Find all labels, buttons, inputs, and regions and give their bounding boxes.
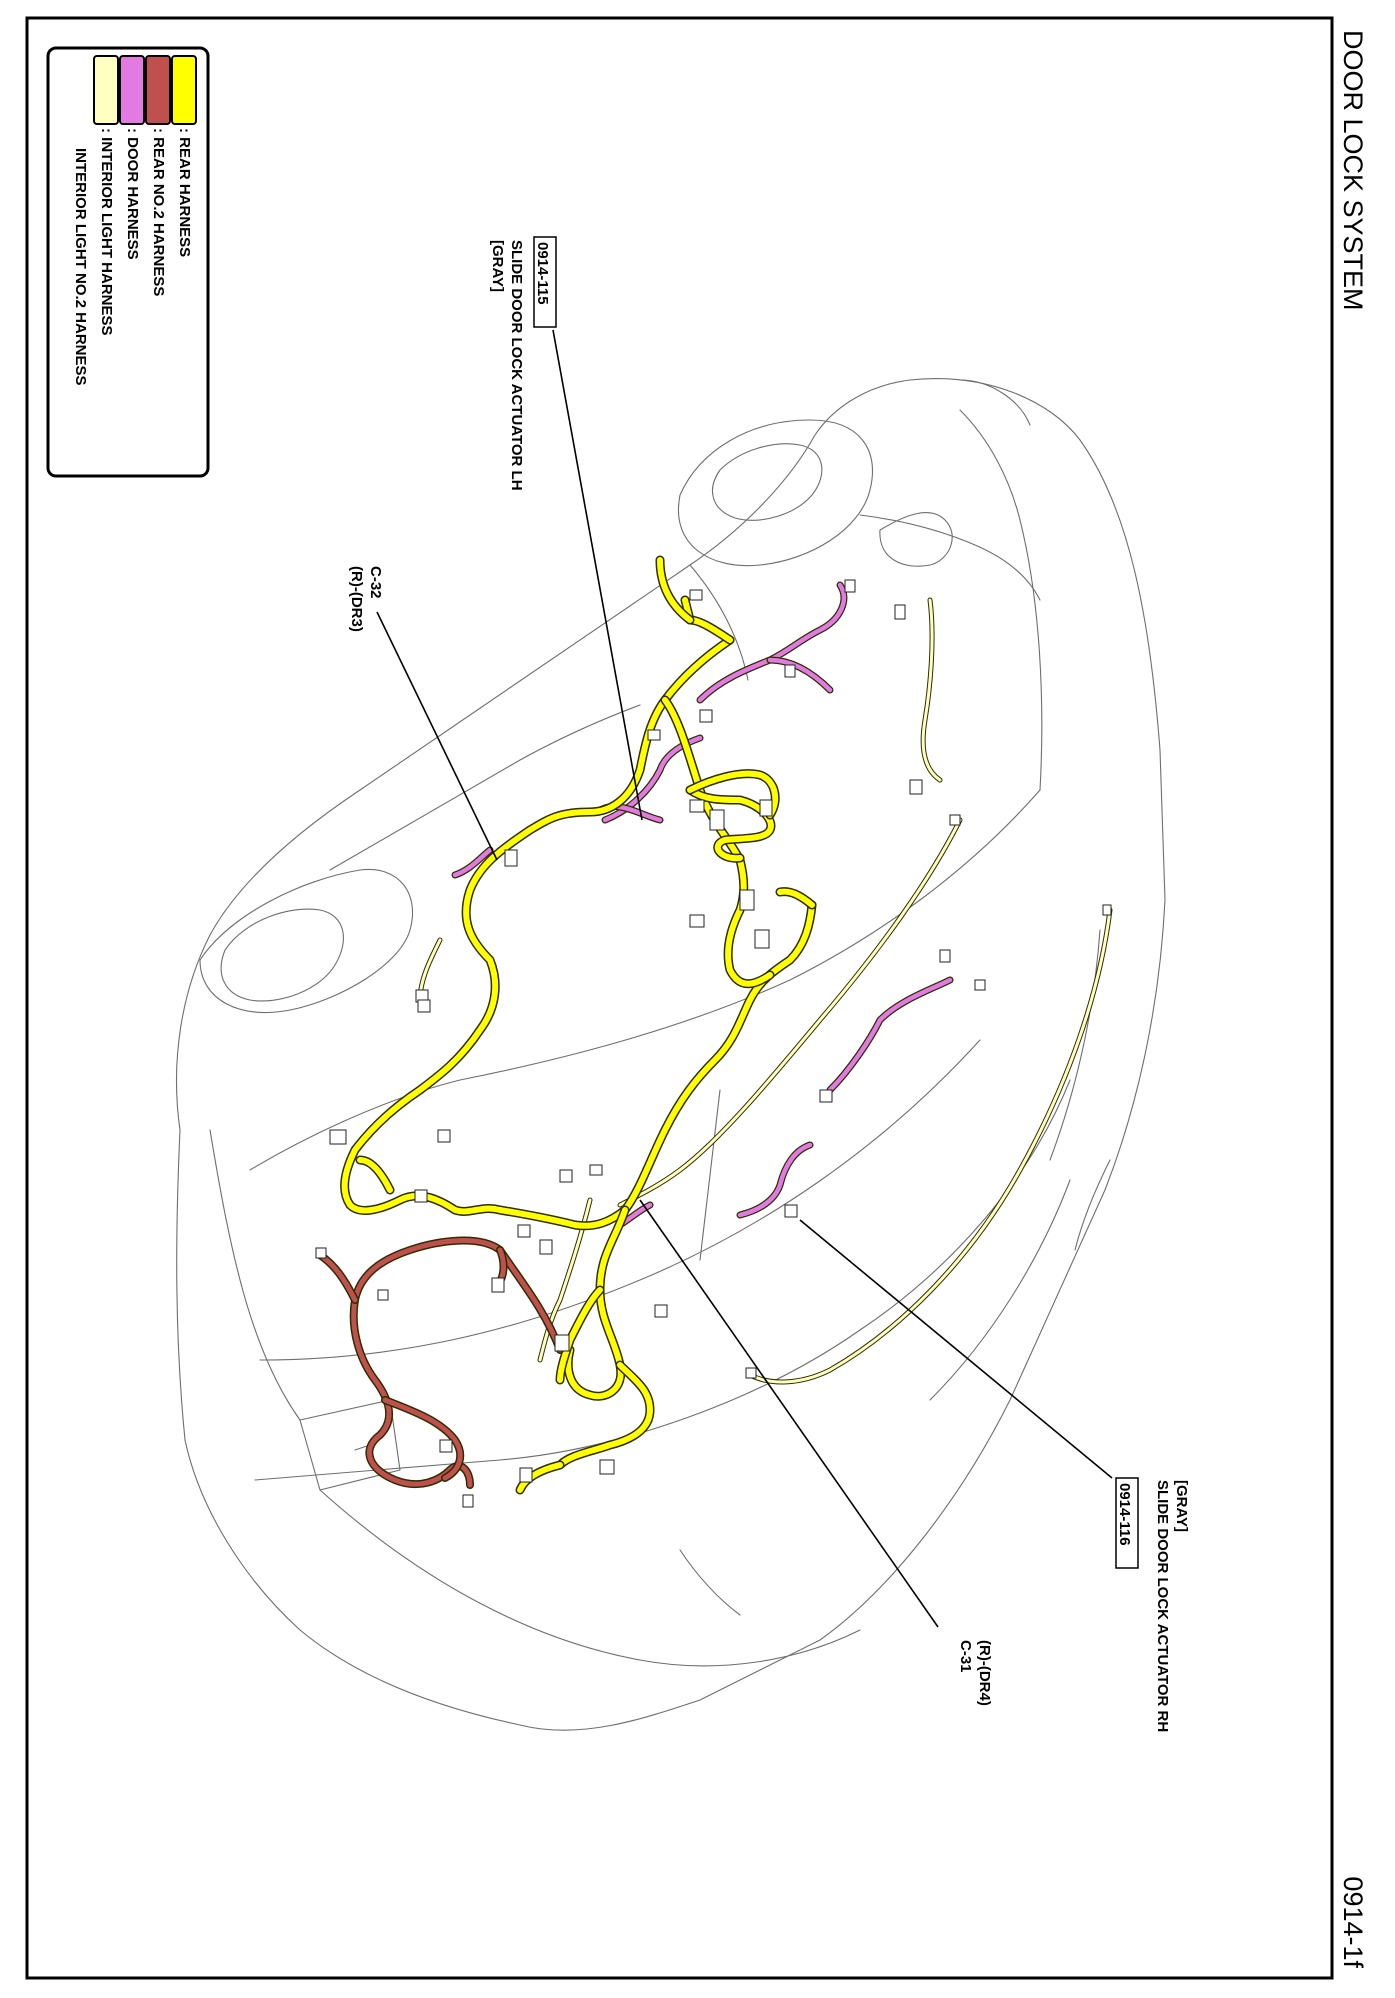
- connector: [505, 850, 517, 866]
- connector: [950, 815, 960, 825]
- legend-swatch-interior-light-harness: [94, 56, 118, 124]
- connector: [690, 915, 704, 927]
- connector: [520, 1468, 532, 1482]
- door-harness-rh-lower: [740, 1145, 810, 1215]
- callout-slide-door-lock-actuator-rh: [1116, 1478, 1190, 1732]
- legend-label-rear-harness: : REAR HARNESS: [176, 128, 193, 258]
- callout-slide-door-lock-actuator-lh: [489, 237, 556, 491]
- legend-swatch-rear-no2-harness: [146, 56, 170, 124]
- connector: [690, 800, 704, 812]
- connector: [940, 950, 950, 962]
- connector: [746, 1368, 756, 1378]
- connectors: [316, 580, 1111, 1507]
- callout-code-0914-115: 0914-115: [534, 242, 551, 305]
- callout-c31-id: C-31: [957, 1640, 974, 1673]
- vehicle-body-outline: [177, 379, 1165, 1731]
- rear-harness-main-trunk: [345, 640, 812, 1226]
- legend: [48, 48, 208, 476]
- leader-line-c31: [640, 1200, 938, 1627]
- leader-line-c32: [377, 612, 497, 860]
- connector: [590, 1165, 602, 1175]
- callout-color-lh: [GRAY]: [489, 240, 506, 292]
- legend-swatch-rear-harness: [172, 56, 196, 124]
- callout-name-lh: SLIDE DOOR LOCK ACTUATOR LH: [508, 240, 525, 491]
- connector: [560, 1170, 572, 1182]
- leader-line-0914-116: [800, 1220, 1112, 1478]
- callout-code-0914-116: 0914-116: [1116, 1483, 1133, 1546]
- callout-c31-pins: (R)-(DR4): [976, 1640, 993, 1706]
- connector: [415, 1190, 427, 1202]
- page-border: [27, 18, 1332, 1978]
- connector: [785, 665, 795, 677]
- connector: [975, 980, 985, 990]
- connector: [710, 810, 724, 830]
- leader-line-0914-115: [553, 330, 642, 820]
- leader-lines: [377, 330, 1112, 1627]
- connector: [378, 1290, 388, 1300]
- connector: [785, 1205, 797, 1217]
- interior-light-harness-roof: [620, 820, 960, 1205]
- legend-label-interior-light-no2-harness: INTERIOR LIGHT NO.2 HARNESS: [72, 148, 89, 386]
- page-number: 0914-1f: [1338, 1876, 1368, 1968]
- connector: [316, 1248, 326, 1258]
- connector: [895, 605, 905, 619]
- rear-harness: [345, 560, 812, 1490]
- connector: [700, 710, 712, 722]
- connector: [463, 1495, 473, 1507]
- door-harness: [455, 585, 950, 1225]
- connector: [910, 780, 922, 794]
- connector: [648, 730, 660, 740]
- legend-swatch-door-harness: [120, 56, 144, 124]
- connector: [760, 800, 772, 816]
- page-title: DOOR LOCK SYSTEM: [1338, 30, 1368, 311]
- callout-c32-id: C-32: [367, 566, 384, 599]
- connector: [845, 580, 855, 592]
- connector: [1103, 905, 1111, 915]
- connector: [440, 1440, 452, 1452]
- connector: [330, 1130, 346, 1144]
- connector: [820, 1090, 832, 1102]
- connector: [655, 1305, 667, 1317]
- connector: [600, 1460, 614, 1474]
- callout-color-rh: [GRAY]: [1173, 1480, 1190, 1532]
- callout-c31: [957, 1640, 993, 1706]
- legend-label-interior-light-harness: : INTERIOR LIGHT HARNESS: [98, 128, 115, 336]
- connector: [740, 890, 754, 910]
- callout-name-rh: SLIDE DOOR LOCK ACTUATOR RH: [1154, 1480, 1171, 1733]
- connector: [492, 1278, 504, 1292]
- connector: [418, 1000, 430, 1012]
- callout-c32-pins: (R)-(DR3): [348, 566, 365, 632]
- callout-c32: [348, 566, 384, 632]
- connector: [690, 590, 702, 600]
- connector: [555, 1335, 569, 1351]
- legend-label-rear-no2-harness: : REAR NO.2 HARNESS: [150, 128, 167, 297]
- legend-label-door-harness: : DOOR HARNESS: [124, 128, 141, 260]
- connector: [755, 930, 769, 948]
- connector: [540, 1240, 552, 1254]
- connector: [518, 1225, 530, 1237]
- connector: [438, 1130, 450, 1142]
